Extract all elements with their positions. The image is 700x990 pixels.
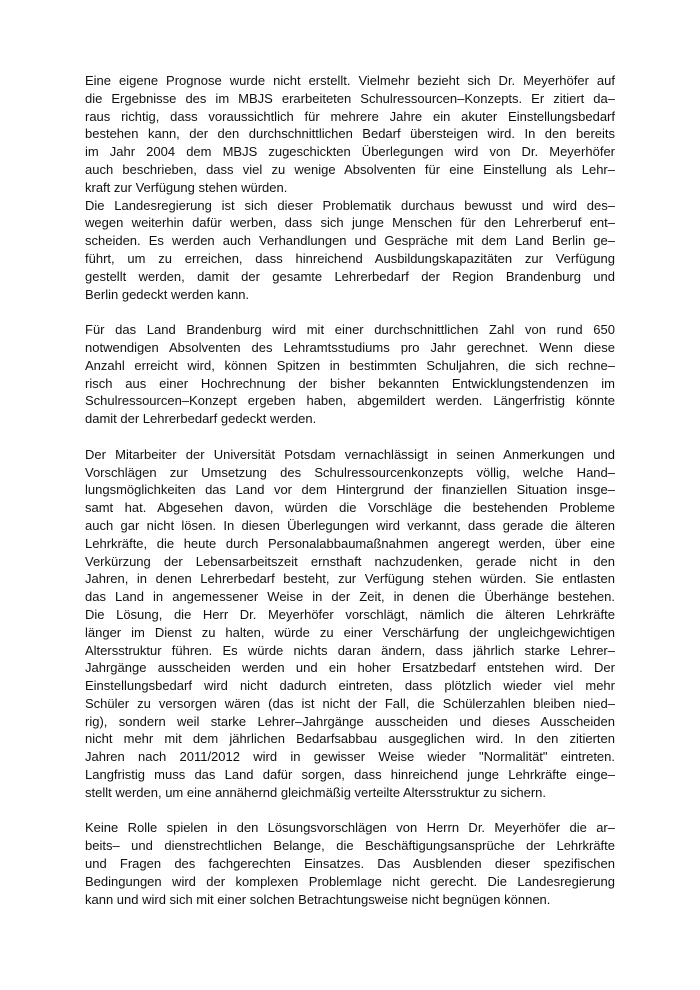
paragraph-spacer bbox=[85, 428, 615, 446]
text-line: notwendigen Absolventen des Lehramtsstudiums pro Jahr gerechnet. Wenn diese bbox=[85, 339, 615, 355]
paragraph-brandenburg bbox=[85, 321, 615, 428]
text-line: nicht mehr mit dem jährlichen Bedarfsabbau ausgeglichen wird. In den zitierten bbox=[85, 731, 615, 747]
text-line: Jahrgänge ausscheiden werden und ein hoher Ersatzbedarf entstehen wird. Der bbox=[85, 660, 615, 676]
text-line: auch beschrieben, dass viel zu wenige Absolventen für eine Einstellung als Lehr– bbox=[85, 161, 615, 177]
text-line: Verkürzung der Lebensarbeitszeit ernsthaft nachzudenken, gerade nicht in den bbox=[85, 553, 615, 569]
paragraph-loesungsvorschlaege bbox=[85, 819, 615, 908]
text-line: Langfristig muss das Land dafür sorgen, dass hinreichend junge Lehrkräfte einge– bbox=[85, 767, 615, 783]
text-line: Die Lösung, die Herr Dr. Meyerhöfer vorschlägt, nämlich die älteren Lehrkräfte bbox=[85, 606, 615, 622]
paragraph-universitaet bbox=[85, 446, 615, 802]
text-line: Eine eigene Prognose wurde nicht erstellt. Vielmehr bezieht sich Dr. Meyerhöfer auf bbox=[85, 73, 615, 88]
text-line: wegen weiterhin dafür werben, dass sich junge Menschen für den Lehrerberuf ent– bbox=[85, 215, 615, 231]
text-line: Die Landesregierung ist sich dieser Problematik durchaus bewusst und wird des– bbox=[85, 197, 615, 213]
text-line: Altersstruktur führen. Es würde nichts daran ändern, dass jährlich starke Lehrer– bbox=[85, 642, 615, 658]
text-line: Vorschlägen zur Umsetzung des Schulressourcenkonzepts völlig, welche Hand– bbox=[85, 464, 615, 480]
text-line: samt hat. Abgesehen davon, würden die Vorschläge die bestehenden Probleme bbox=[85, 500, 615, 516]
document-body bbox=[85, 72, 615, 908]
text-line: auch gar nicht lösen. In diesen Überlegungen wird verkannt, dass gerade die älteren bbox=[85, 517, 615, 533]
text-line: länger im Dienst zu halten, würde zu einer Verschärfung der ungleichgewichtigen bbox=[85, 624, 615, 640]
text-line: gestellt werden, damit der gesamte Lehrerbedarf der Region Brandenburg und bbox=[85, 268, 615, 284]
text-line: lungsmöglichkeiten das Land vor dem Hintergrund der finanziellen Situation insge– bbox=[85, 482, 615, 498]
text-line: scheiden. Es werden auch Verhandlungen und Gespräche mit dem Land Berlin ge– bbox=[85, 233, 615, 249]
text-line: Bedingungen wird der komplexen Problemlage nicht gerecht. Die Landesregierung bbox=[85, 873, 615, 889]
text-line: Anzahl erreicht wird, können Spitzen in bestimmten Schuljahren, die sich rechne– bbox=[85, 357, 615, 373]
text-line: Berlin gedeckt werden kann. bbox=[85, 286, 250, 302]
text-line: raus richtig, dass voraussichtlich für mehrere Jahre ein akuter Einstellungsbedarf bbox=[85, 108, 615, 124]
text-line: risch aus einer Hochrechnung der bisher bekannten Entwicklungstendenzen im bbox=[85, 375, 615, 391]
text-line: beits– und dienstrechtlichen Belange, die Beschäftigungsansprüche der Lehrkräfte bbox=[85, 838, 615, 854]
text-line: Schüler zu versorgen wären (das ist nicht der Fall, die Schülerzahlen bleiben nied– bbox=[85, 695, 615, 711]
text-line: damit der Lehrerbedarf gedeckt werden. bbox=[85, 411, 317, 427]
text-line: Lehrkräfte, die heute durch Personalabbaumaßnahmen angeregt werden, über eine bbox=[85, 535, 615, 551]
text-line: im Jahr 2004 dem MBJS zugeschickten Überlegungen wird von Dr. Meyerhöfer bbox=[85, 144, 615, 160]
text-line: und Fragen des fachgerechten Einsatzes. Das Ausblenden dieser spezifischen bbox=[85, 856, 615, 872]
text-line: führt, um zu erreichen, dass hinreichend Ausbildungskapazitäten zur Verfügung bbox=[85, 250, 615, 266]
paragraph-spacer bbox=[85, 802, 615, 820]
paragraph-spacer bbox=[85, 303, 615, 321]
text-line: kann und wird sich mit einer solchen Betrachtungsweise nicht begnügen können. bbox=[85, 891, 551, 907]
text-line: Für das Land Brandenburg wird mit einer durchschnittlichen Zahl von rund 650 bbox=[85, 322, 615, 338]
text-line: die Ergebnisse des im MBJS erarbeiteten Schulressourcen–Konzepts. Er zitiert da– bbox=[85, 90, 615, 106]
text-line: Einstellungsbedarf wird nicht dadurch eintreten, dass plötzlich wieder viel mehr bbox=[85, 678, 615, 694]
text-line: Keine Rolle spielen in den Lösungsvorschlägen von Herrn Dr. Meyerhöfer die ar– bbox=[85, 820, 615, 836]
text-line: bestehen kann, der den durchschnittlichen Bedarf übersteigen wird. In den bereits bbox=[85, 126, 615, 142]
text-line: Der Mitarbeiter der Universität Potsdam vernachlässigt in seinen Anmerkungen und bbox=[85, 446, 615, 462]
text-line: kraft zur Verfügung stehen würden. bbox=[85, 179, 288, 195]
text-line: stellt werden, um eine annähernd gleichmäßig verteilte Altersstruktur zu sichern. bbox=[85, 784, 546, 800]
text-line: Jahren nach 2011/2012 wird in gewisser Weise wieder "Normalität" eintreten. bbox=[85, 749, 615, 765]
text-line: das Land in angemessener Weise in der Zeit, in denen die Überhänge bestehen. bbox=[85, 589, 615, 605]
text-line: rig), sondern weil starke Lehrer–Jahrgänge ausscheiden und dieses Ausscheiden bbox=[85, 713, 615, 729]
paragraph-landesregierung bbox=[85, 197, 615, 304]
text-line: Jahren, in denen Lehrerbedarf besteht, zur Verfügung stehen würden. Sie entlasten bbox=[85, 571, 615, 587]
paragraph-prognose bbox=[85, 72, 615, 197]
text-line: Schulressourcen–Konzept ergeben haben, abgemildert werden. Längerfristig könnte bbox=[85, 393, 615, 409]
